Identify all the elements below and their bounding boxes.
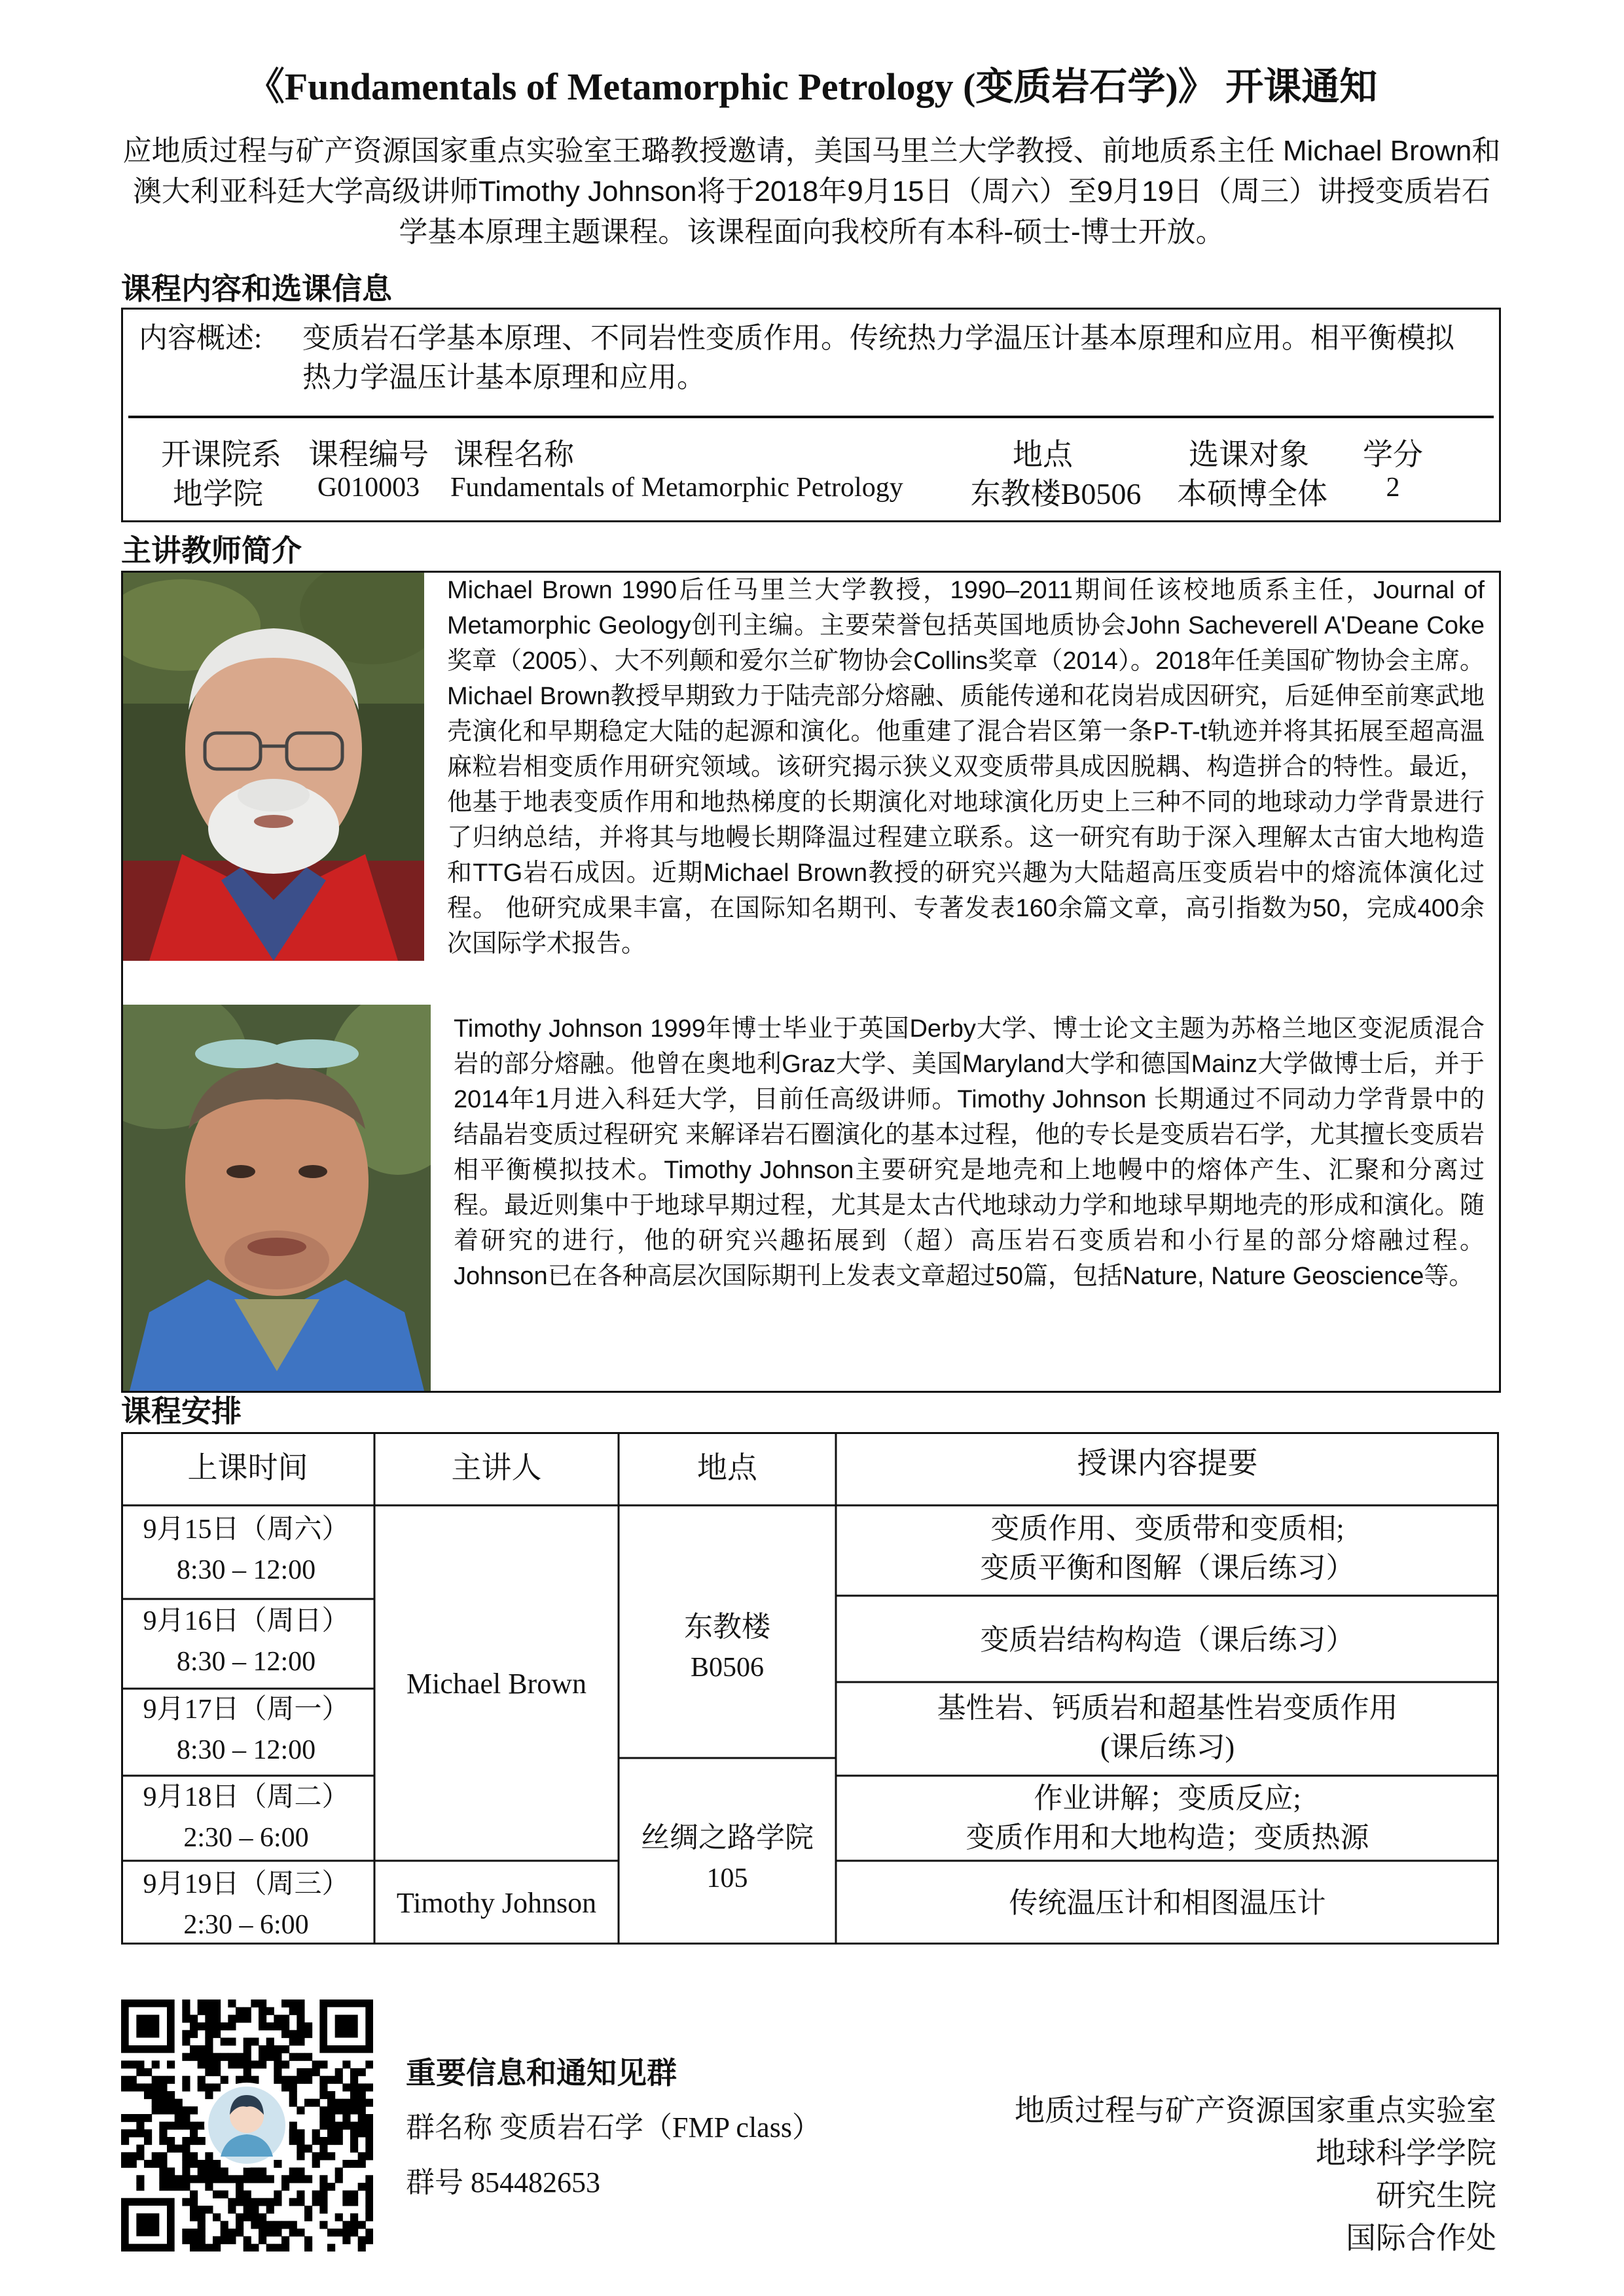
content-1-line1: 变质作用、变质带和变质相;: [990, 1513, 1344, 1545]
location-1-name: 东教楼: [684, 1611, 770, 1643]
section-course-info-heading: 课程内容和选课信息: [121, 272, 392, 306]
teachers-box: [121, 571, 1501, 1393]
location-2-name: 丝绸之路学院: [641, 1821, 814, 1854]
organizers: [1015, 2089, 1496, 2259]
location-2-room: 105: [706, 1863, 748, 1893]
header-department: 开课院系: [161, 438, 281, 471]
value-department: 地学院: [173, 477, 263, 511]
content-3-line2: (课后练习): [1100, 1731, 1235, 1763]
content-4-line1: 作业讲解；变质反应;: [1034, 1782, 1301, 1814]
header-course-code: 课程编号: [308, 438, 429, 471]
section-teachers-heading: 主讲教师简介: [121, 533, 302, 567]
value-target: 本硕博全体: [1177, 477, 1327, 511]
header-location: 地点: [1013, 438, 1073, 471]
organizer-1: 地质过程与矿产资源国家重点实验室: [1015, 2094, 1496, 2127]
page-title: 《Fundamentals of Metamorphic Petrology (变质岩石学)》 开课通知: [246, 65, 1378, 108]
day1-date: 9月15日（周六）: [143, 1515, 350, 1545]
day5-time: 2:30 – 6:00: [183, 1910, 309, 1940]
overview: [139, 319, 1481, 397]
day3-date: 9月17日（周一）: [143, 1695, 350, 1725]
section-schedule-heading: 课程安排: [121, 1394, 242, 1428]
organizer-3: 研究生院: [1376, 2179, 1496, 2212]
header-lecturer: 主讲人: [451, 1451, 542, 1484]
header-time: 上课时间: [187, 1451, 308, 1484]
timothy-johnson-bio: Timothy Johnson 1999年博士毕业于英国Derby大学、博士论文主题为苏格兰地区变泥质混合岩的部分熔融。他曾在奥地利Graz大学、美国Maryland大学和德国Mainz大学做博士后，并于2014年1月进入科廷大学，目前任高级讲师。Timothy Johnson 长期通过不同动力学背景中的结晶岩变质过程研究 来解译岩石圈演化的基本过程，他的专长是变质岩石学，尤其擅长变质岩相平衡模拟技术。Timothy Johnson主要研究是地壳和上地幔中的熔体产生、汇聚和分离过程。最近则集中于地球早期过程，尤其是太古代地球动力学和地球早期地壳的形成和演化。随着研究的进行，他的研究兴趣拓展到（超）高压岩石变质岩和小行星的部分熔融过程。Johnson已在各种高层次国际期刊上发表文章超过50篇，包括Nature, Nature Geoscience等。: [454, 1015, 1485, 1290]
content-2-line1: 变质岩结构构造（课后练习）: [980, 1624, 1355, 1656]
footer-info: [406, 2045, 821, 2210]
group-name: 群名称 变质岩石学（FMP class）: [406, 2111, 821, 2144]
value-location: 东教楼B0506: [970, 477, 1142, 511]
day2-date: 9月16日（周日）: [143, 1606, 350, 1636]
qr-code[interactable]: [121, 2000, 373, 2251]
lecturer-michael-brown: Michael Brown: [406, 1668, 586, 1700]
organizer-4: 国际合作处: [1346, 2221, 1496, 2255]
timothy-johnson-photo: [123, 1005, 431, 1391]
header-location: 地点: [697, 1451, 757, 1484]
day3-time: 8:30 – 12:00: [176, 1735, 316, 1765]
day1-time: 8:30 – 12:00: [176, 1555, 316, 1585]
day5-date: 9月19日（周三）: [143, 1869, 350, 1899]
header-target: 选课对象: [1189, 438, 1309, 471]
value-credit: 2: [1386, 473, 1400, 503]
day2-time: 8:30 – 12:00: [176, 1647, 316, 1677]
intro-paragraph: 应地质过程与矿产资源国家重点实验室王璐教授邀请，美国马里兰大学教授、前地质系主任 Michael Brown和澳大利亚科廷大学高级讲师Timothy Johnson将于2018年9月15日（周六）至9月19日（周三）讲授变质岩石学基本原理主题课程。该课程面向我校所有本科-硕士-博士开放。: [122, 135, 1501, 248]
overview-label: 内容概述:: [139, 322, 262, 354]
content-4-line2: 变质作用和大地构造；变质热源: [965, 1821, 1369, 1854]
content-3-line1: 基性岩、钙质岩和超基性岩变质作用: [937, 1692, 1398, 1724]
michael-brown-bio: Michael Brown 1990后任马里兰大学教授，1990–2011期间任该校地质系主任，Journal of Metamorphic Geology创刊主编。主要荣誉包括英国地质协会John Sacheverell A'Deane Coke奖章（2005）、大不列颠和爱尔兰矿物协会Collins奖章（2014）。2018年任美国矿物协会主席。Michael Brown教授早期致力于陆壳部分熔融、质能传递和花岗岩成因研究，后延伸至前寒武地壳演化和早期稳定大陆的起源和演化。他重建了混合岩区第一条P-T-t轨迹并将其拓展至超高温麻粒岩相变质作用研究领域。该研究揭示狭义双变质带具成因脱耦、构造拼合的特性。最近，他基于地表变质作用和地热梯度的长期演化对地球演化历史上三种不同的地球动力学背景进行了归纳总结，并将其与地幔长期降温过程建立联系。这一研究有助于深入理解太古宙大地构造和TTG岩石成因。近期Michael Brown教授的研究兴趣为大陆超高压变质岩中的熔流体演化过程。 他研究成果丰富，在国际知名期刊、专著发表160余篇文章，高引指数为50，完成400余次国际学术报告。: [447, 577, 1485, 958]
value-course-code: G010003: [317, 473, 420, 503]
course-info-box: [121, 308, 1501, 522]
group-number: 群号 854482653: [406, 2166, 600, 2198]
organizer-2: 地球科学学院: [1316, 2136, 1496, 2170]
lecturer-timothy-johnson: Timothy Johnson: [396, 1887, 597, 1919]
header-content: 授课内容提要: [1077, 1446, 1258, 1480]
michael-brown-photo: [123, 573, 424, 961]
day4-time: 2:30 – 6:00: [183, 1823, 309, 1853]
schedule-table: [121, 1432, 1501, 1946]
value-course-name: Fundamentals of Metamorphic Petrology: [450, 473, 903, 503]
day4-date: 9月18日（周二）: [143, 1782, 350, 1812]
footer-heading: 重要信息和通知见群: [406, 2056, 677, 2090]
header-credit: 学分: [1363, 438, 1423, 471]
divider: [128, 416, 1494, 418]
content-5-line1: 传统温压计和相图温压计: [1009, 1887, 1326, 1919]
location-1-room: B0506: [690, 1653, 764, 1683]
content-1-line2: 变质平衡和图解（课后练习）: [980, 1552, 1355, 1584]
header-course-name: 课程名称: [454, 438, 574, 471]
overview-text: 变质岩石学基本原理、不同岩性变质作用。传统热力学温压计基本原理和应用。相平衡模拟热力学温压计基本原理和应用。: [302, 322, 1454, 393]
